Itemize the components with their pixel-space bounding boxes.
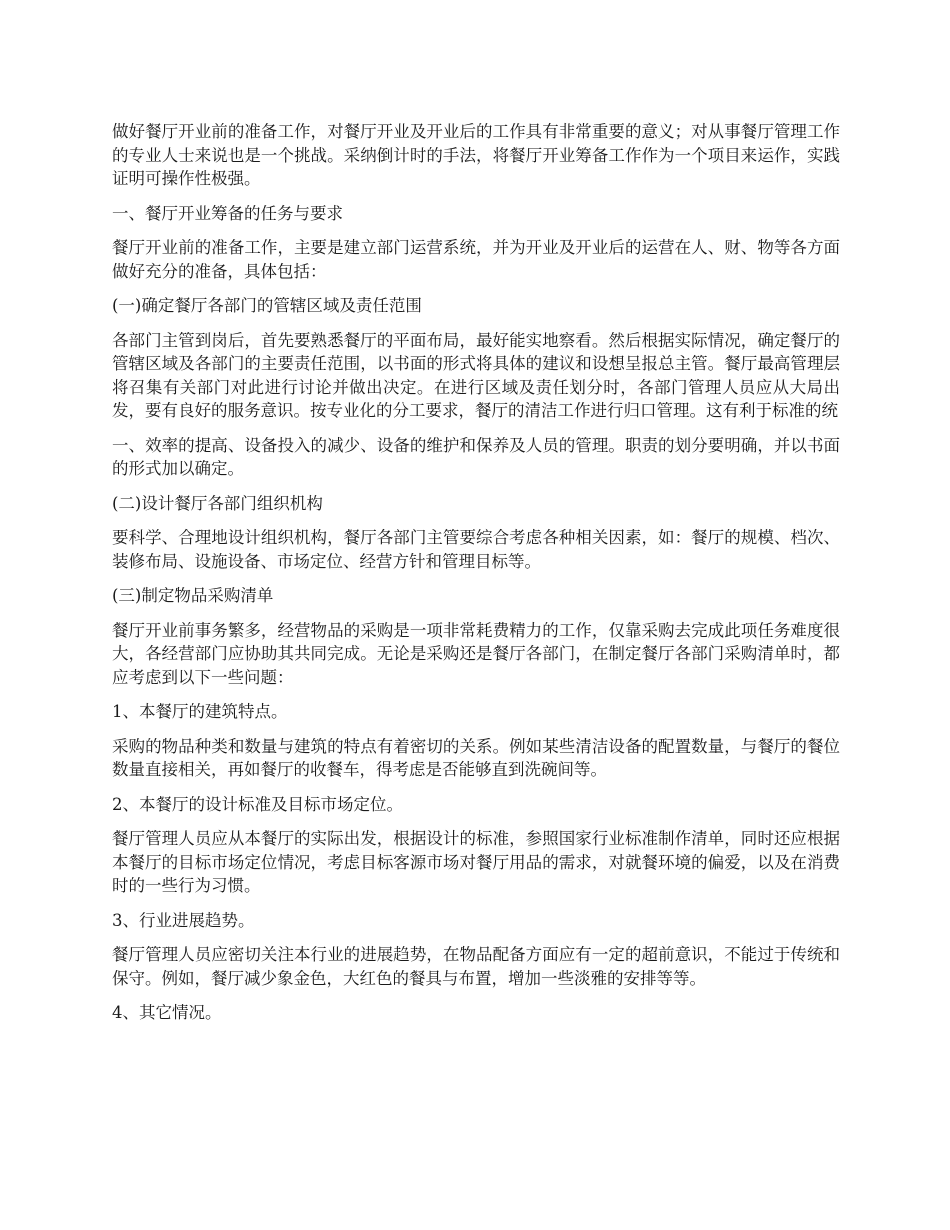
list-item-2-paragraph: 餐厅管理人员应从本餐厅的实际出发，根据设计的标准，参照国家行业标准制作清单，同时还应根据本餐厅的目标市场定位情况，考虑目标客源市场对餐厅用品的需求，对就餐环境的偏爱，以及在消费时的一些行为习惯。 bbox=[112, 829, 840, 895]
intro-paragraph: 做好餐厅开业前的准备工作，对餐厅开业及开业后的工作具有非常重要的意义；对从事餐厅管理工作的专业人士来说也是一个挑战。采纳倒计时的手法，将餐厅开业筹备工作作为一个项目来运作，实践证明可操作性极强。 bbox=[112, 122, 840, 188]
subsection-1-paragraph: 各部门主管到岗后，首先要熟悉餐厅的平面布局，最好能实地察看。然后根据实际情况，确定餐厅的管辖区域及各部门的主要责任范围，以书面的形式将具体的建议和设想呈报总主管。餐厅最高管理层将召集有关部门对此进行讨论并做出决定。在进行区域及责任划分时，各部门管理人员应从大局出发，要有良好的服务意识。按专业化的分工要求，餐厅的清洁工作进行归口管理。这有利于标准的统 bbox=[112, 330, 840, 420]
subsection-heading-2: (二)设计餐厅各部门组织机构 bbox=[112, 493, 323, 513]
section-heading-1: 一、餐厅开业筹备的任务与要求 bbox=[112, 203, 343, 223]
subsection-1-continued-paragraph: 一、效率的提高、设备投入的减少、设备的维护和保养及人员的管理。职责的划分要明确，并以书面的形式加以确定。 bbox=[112, 435, 840, 478]
list-item-heading-1: 1、本餐厅的建筑特点。 bbox=[112, 702, 288, 721]
subsection-2-paragraph: 要科学、合理地设计组织机构，餐厅各部门主管要综合考虑各种相关因素，如：餐厅的规模、档次、装修布局、设施设备、市场定位、经营方针和管理目标等。 bbox=[112, 528, 840, 571]
document-body bbox=[112, 120, 840, 1036]
list-item-heading-2: 2、本餐厅的设计标准及目标市场定位。 bbox=[112, 794, 403, 814]
section-1-intro-paragraph: 餐厅开业前的准备工作，主要是建立部门运营系统，并为开业及开业后的运营在人、财、物等各方面做好充分的准备，具体包括： bbox=[112, 238, 840, 281]
subsection-heading-1: (一)确定餐厅各部门的管辖区域及责任范围 bbox=[112, 296, 422, 315]
list-item-heading-3: 3、行业进展趋势。 bbox=[112, 910, 255, 930]
subsection-3-paragraph: 餐厅开业前事务繁多，经营物品的采购是一项非常耗费精力的工作，仅靠采购去完成此项任务难度很大，各经营部门应协助其共同完成。无论是采购还是餐厅各部门，在制定餐厅各部门采购清单时，都应考虑到以下一些问题： bbox=[112, 620, 840, 687]
list-item-heading-4: 4、其它情况。 bbox=[112, 1003, 222, 1022]
list-item-1-paragraph: 采购的物品种类和数量与建筑的特点有着密切的关系。例如某些清洁设备的配置数量，与餐厅的餐位数量直接相关，再如餐厅的收餐车，得考虑是否能够直到洗碗间等。 bbox=[112, 736, 840, 779]
subsection-heading-3: (三)制定物品采购清单 bbox=[112, 586, 274, 605]
list-item-3-paragraph: 餐厅管理人员应密切关注本行业的进展趋势，在物品配备方面应有一定的超前意识，不能过于传统和保守。例如，餐厅减少象金色，大红色的餐具与布置，增加一些淡雅的安排等等。 bbox=[112, 945, 840, 988]
